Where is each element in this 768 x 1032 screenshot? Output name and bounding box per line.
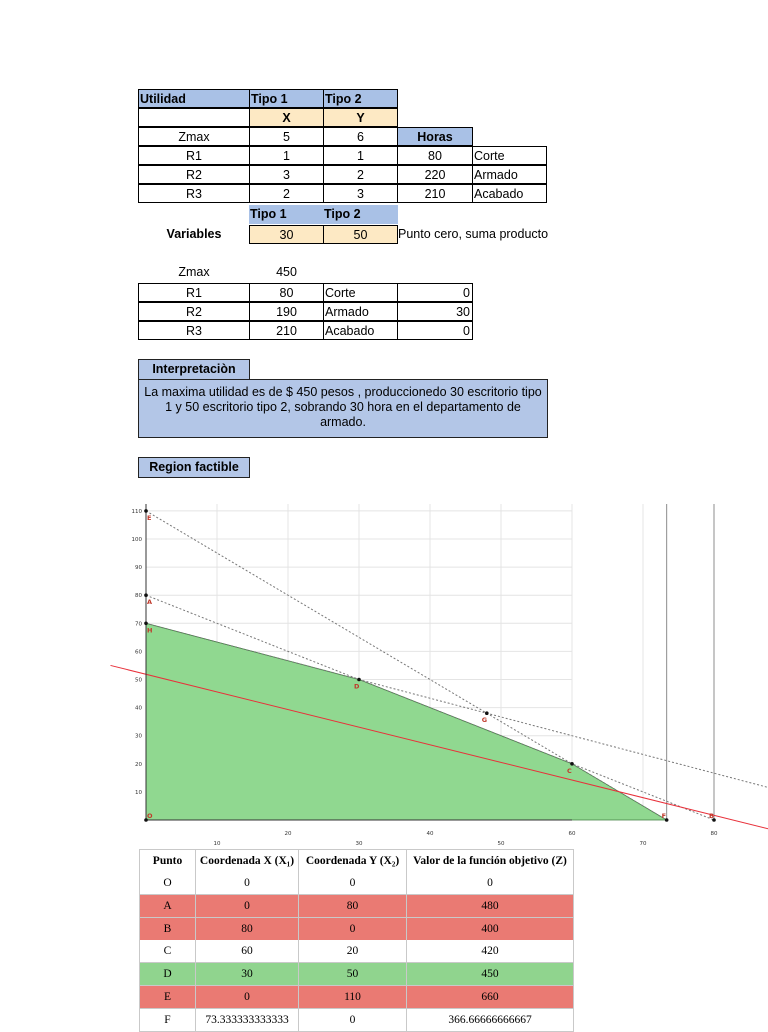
row-z-value[interactable]: 660 xyxy=(407,986,574,1009)
result-r2-label[interactable]: R2 xyxy=(138,302,250,321)
vertex-point xyxy=(570,762,574,766)
y-tick-label: 70 xyxy=(135,621,142,627)
zmax-coef-x[interactable]: 5 xyxy=(249,127,324,146)
row-z-value[interactable]: 366.66666666667 xyxy=(407,1009,574,1032)
r2-label[interactable]: R2 xyxy=(138,165,250,184)
row-coord-y[interactable]: 0 xyxy=(299,1009,407,1032)
result-r1-value[interactable]: 80 xyxy=(249,283,324,302)
row-coord-y[interactable]: 20 xyxy=(299,940,407,963)
vertex-point xyxy=(357,678,361,682)
row-punto[interactable]: D xyxy=(140,963,196,986)
r2-coef-y[interactable]: 2 xyxy=(323,165,398,184)
result-r2-value[interactable]: 190 xyxy=(249,302,324,321)
header-utilidad[interactable]: Utilidad xyxy=(138,89,250,108)
variable-x1-value[interactable]: 30 xyxy=(249,225,324,244)
r2-dept[interactable]: Armado xyxy=(472,165,547,184)
result-r2-slack[interactable]: 30 xyxy=(397,302,473,321)
result-r1-slack[interactable]: 0 xyxy=(397,283,473,302)
table-row xyxy=(139,1009,574,1032)
interpretation-text[interactable]: La maxima utilidad es de $ 450 pesos , produccionedo 30 escritorio tipo 1 y 50 escritorio tipo 2, sobrando 30 hora en el departamento de armado. xyxy=(138,379,548,438)
table-row xyxy=(139,918,574,941)
row-punto[interactable]: C xyxy=(140,940,196,963)
r2-hours[interactable]: 220 xyxy=(397,165,473,184)
table-row xyxy=(139,895,574,918)
vertex-table-header xyxy=(139,849,574,873)
header-tipo1[interactable]: Tipo 1 xyxy=(249,89,324,108)
header-punto[interactable]: Punto xyxy=(140,850,196,873)
row-punto[interactable]: A xyxy=(140,895,196,918)
x-tick-label: 40 xyxy=(427,831,434,837)
x-tick-label: 50 xyxy=(498,841,505,847)
variables-note[interactable]: Punto cero, suma producto xyxy=(397,225,557,244)
x-tick-label: 30 xyxy=(356,841,363,847)
region-title[interactable]: Region factible xyxy=(138,457,250,478)
interpretation-title[interactable]: Interpretaciòn xyxy=(138,359,250,380)
point-label: H xyxy=(147,626,152,634)
row-coord-x[interactable]: 73.333333333333 xyxy=(196,1009,299,1032)
y-tick-label: 110 xyxy=(132,509,143,515)
result-zmax-label[interactable]: Zmax xyxy=(138,263,250,282)
row-z-value[interactable]: 480 xyxy=(407,895,574,918)
horas-header[interactable]: Horas xyxy=(397,127,473,146)
row-coord-y[interactable]: 0 xyxy=(299,872,407,895)
empty-cell[interactable] xyxy=(138,108,250,127)
result-zmax-value[interactable]: 450 xyxy=(249,263,324,282)
table-row xyxy=(139,940,574,963)
point-label: B xyxy=(709,812,714,820)
row-coord-x[interactable]: 0 xyxy=(196,895,299,918)
row-coord-x[interactable]: 0 xyxy=(196,872,299,895)
result-r3-slack[interactable]: 0 xyxy=(397,321,473,340)
point-label: G xyxy=(482,716,487,724)
r3-coef-y[interactable]: 3 xyxy=(323,184,398,203)
r2-coef-x[interactable]: 3 xyxy=(249,165,324,184)
y-tick-label: 20 xyxy=(135,762,142,768)
result-r2-dept[interactable]: Armado xyxy=(323,302,398,321)
row-coord-x[interactable]: 60 xyxy=(196,940,299,963)
row-punto[interactable]: F xyxy=(140,1009,196,1032)
zmax-label[interactable]: Zmax xyxy=(138,127,250,146)
variables-tipo1[interactable]: Tipo 1 xyxy=(249,205,324,224)
row-coord-x[interactable]: 80 xyxy=(196,918,299,941)
x-tick-label: 80 xyxy=(711,831,718,837)
vertex-point xyxy=(144,509,148,513)
point-label: O xyxy=(147,812,153,820)
variable-x2-value[interactable]: 50 xyxy=(323,225,398,244)
result-r1-label[interactable]: R1 xyxy=(138,283,250,302)
result-r3-value[interactable]: 210 xyxy=(249,321,324,340)
row-coord-y[interactable]: 110 xyxy=(299,986,407,1009)
variables-tipo2[interactable]: Tipo 2 xyxy=(323,205,398,224)
table-row xyxy=(139,963,574,986)
feasible-region-chart xyxy=(120,492,575,852)
r1-coef-x[interactable]: 1 xyxy=(249,146,324,165)
y-tick-label: 80 xyxy=(135,593,142,599)
x-tick-label: 70 xyxy=(640,841,647,847)
row-coord-y[interactable]: 0 xyxy=(299,918,407,941)
r3-label[interactable]: R3 xyxy=(138,184,250,203)
result-r1-dept[interactable]: Corte xyxy=(323,283,398,302)
point-label: E xyxy=(147,514,151,522)
r1-label[interactable]: R1 xyxy=(138,146,250,165)
row-punto[interactable]: E xyxy=(140,986,196,1009)
vertex-point xyxy=(144,593,148,597)
x-tick-label: 60 xyxy=(569,831,576,837)
row-z-value[interactable]: 400 xyxy=(407,918,574,941)
header-z-value[interactable]: Valor de la función objetivo (Z) xyxy=(407,850,574,873)
row-coord-x[interactable]: 0 xyxy=(196,986,299,1009)
variables-label[interactable]: Variables xyxy=(138,225,250,244)
row-z-value[interactable]: 450 xyxy=(407,963,574,986)
row-z-value[interactable]: 0 xyxy=(407,872,574,895)
y-tick-label: 10 xyxy=(135,790,142,796)
header-coord-x[interactable]: Coordenada X (X₁) xyxy=(196,850,299,873)
row-punto[interactable]: B xyxy=(140,918,196,941)
var-y-header[interactable]: Y xyxy=(323,108,398,127)
x-tick-label: 20 xyxy=(285,831,292,837)
y-tick-label: 40 xyxy=(135,706,142,712)
table-row xyxy=(139,986,574,1009)
point-label: A xyxy=(147,598,152,606)
header-coord-y[interactable]: Coordenada Y (X₂) xyxy=(299,850,407,873)
point-label: C xyxy=(567,767,572,775)
y-tick-label: 60 xyxy=(135,649,142,655)
row-punto[interactable]: O xyxy=(140,872,196,895)
zmax-coef-y[interactable]: 6 xyxy=(323,127,398,146)
result-r3-dept[interactable]: Acabado xyxy=(323,321,398,340)
r3-dept[interactable]: Acabado xyxy=(472,184,547,203)
feasible-region xyxy=(146,623,667,820)
r3-hours[interactable]: 210 xyxy=(397,184,473,203)
x-tick-label: 10 xyxy=(214,841,221,847)
y-tick-label: 50 xyxy=(135,678,142,684)
row-coord-x[interactable]: 30 xyxy=(196,963,299,986)
y-tick-label: 90 xyxy=(135,565,142,571)
row-z-value[interactable]: 420 xyxy=(407,940,574,963)
point-label: D xyxy=(354,683,360,691)
var-x-header[interactable]: X xyxy=(249,108,324,127)
vertex-point xyxy=(485,711,489,715)
row-coord-y[interactable]: 80 xyxy=(299,895,407,918)
header-tipo2[interactable]: Tipo 2 xyxy=(323,89,398,108)
row-coord-y[interactable]: 50 xyxy=(299,963,407,986)
r1-coef-y[interactable]: 1 xyxy=(323,146,398,165)
y-tick-label: 100 xyxy=(132,537,143,543)
r1-hours[interactable]: 80 xyxy=(397,146,473,165)
vertex-point xyxy=(144,622,148,626)
point-label: F xyxy=(662,812,666,820)
table-row xyxy=(139,872,574,895)
r3-coef-x[interactable]: 2 xyxy=(249,184,324,203)
y-tick-label: 30 xyxy=(135,734,142,740)
r1-dept[interactable]: Corte xyxy=(472,146,547,165)
result-r3-label[interactable]: R3 xyxy=(138,321,250,340)
